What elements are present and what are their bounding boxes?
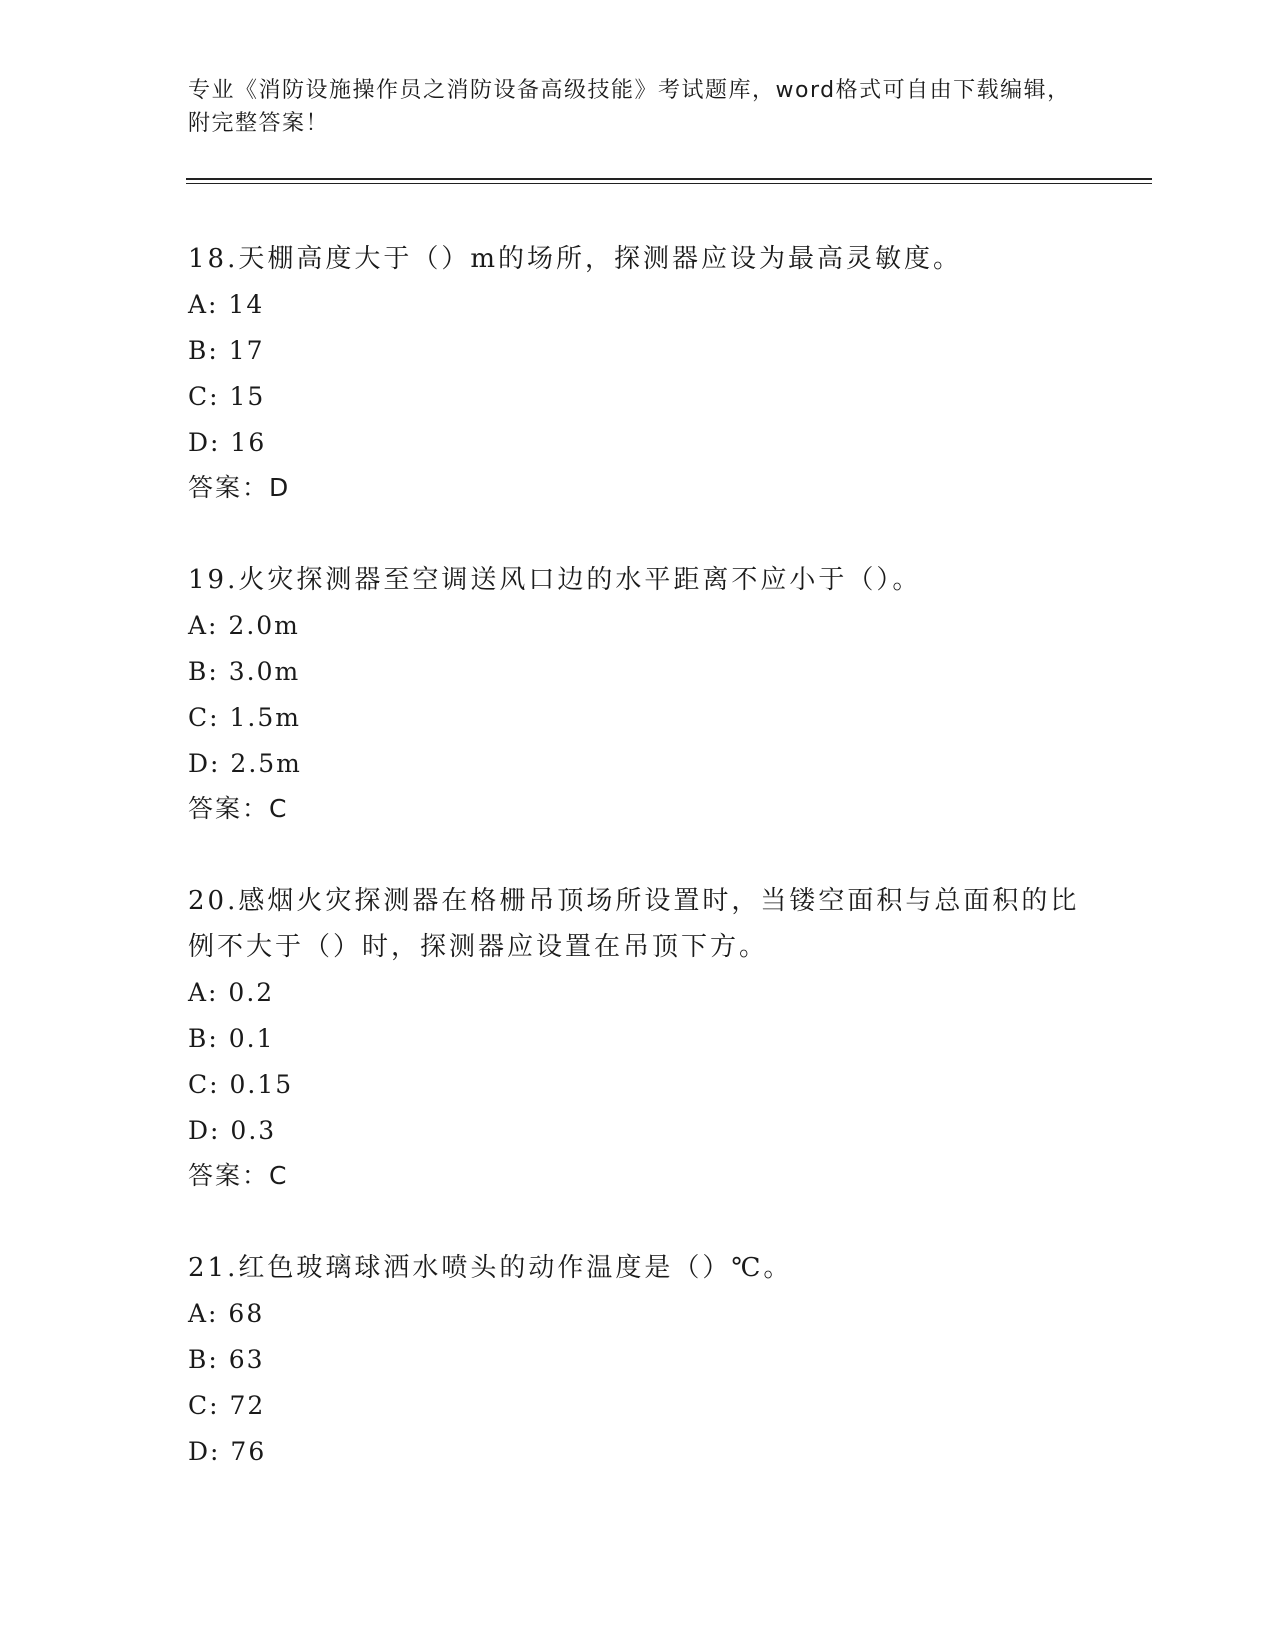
option-a: A: 0.2 bbox=[188, 978, 275, 1007]
answer-line: 答案：C bbox=[188, 794, 289, 823]
option-d: D: 76 bbox=[188, 1437, 267, 1466]
option-a: A: 68 bbox=[188, 1299, 265, 1328]
option-a: A: 2.0m bbox=[188, 611, 300, 640]
option-d: D: 16 bbox=[188, 428, 267, 457]
option-d: D: 2.5m bbox=[188, 749, 302, 778]
option-b: B: 0.1 bbox=[188, 1024, 275, 1053]
question-19 bbox=[188, 557, 1088, 831]
question-stem: 21.红色玻璃球洒水喷头的动作温度是（）℃。 bbox=[188, 1253, 793, 1283]
answer-line: 答案：C bbox=[188, 1161, 289, 1190]
option-c: C: 72 bbox=[188, 1391, 266, 1420]
question-list bbox=[188, 236, 1088, 1522]
question-stem: 18.天棚高度大于（）m的场所，探测器应设为最高灵敏度。 bbox=[188, 244, 963, 274]
question-21 bbox=[188, 1245, 1088, 1475]
option-a: A: 14 bbox=[188, 290, 265, 319]
option-c: C: 0.15 bbox=[188, 1070, 294, 1099]
option-c: C: 1.5m bbox=[188, 703, 301, 732]
question-stem: 20.感烟火灾探测器在格栅吊顶场所设置时，当镂空面积与总面积的比例不大于（）时，探测器应设置在吊顶下方。 bbox=[188, 886, 1080, 962]
option-b: B: 63 bbox=[188, 1345, 265, 1374]
answer-line: 答案：D bbox=[188, 473, 291, 502]
option-d: D: 0.3 bbox=[188, 1116, 277, 1145]
option-b: B: 3.0m bbox=[188, 657, 301, 686]
header-rule-thick bbox=[186, 178, 1152, 180]
option-b: B: 17 bbox=[188, 336, 265, 365]
page-header-text: 专业《消防设施操作员之消防设备高级技能》考试题库，word格式可自由下载编辑，附完整答案！ bbox=[188, 78, 1071, 136]
option-c: C: 15 bbox=[188, 382, 266, 411]
question-20 bbox=[188, 878, 1088, 1198]
header-rule-thin bbox=[186, 183, 1152, 184]
question-18 bbox=[188, 236, 1088, 510]
question-stem: 19.火灾探测器至空调送风口边的水平距离不应小于（）。 bbox=[188, 565, 922, 595]
